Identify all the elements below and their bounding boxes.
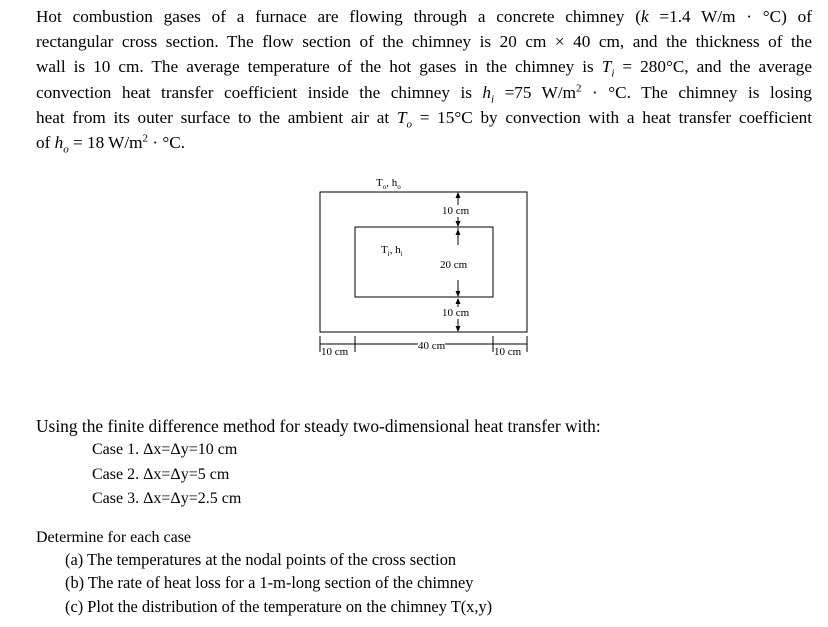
dim-label-bottom: 10 cm xyxy=(442,307,470,319)
arrow-down-icon xyxy=(456,326,461,332)
inner-flow-section xyxy=(355,227,493,297)
arrow-up-icon xyxy=(456,192,461,198)
inner-conditions-label: $T_i$, $h_i$ xyxy=(381,244,403,259)
arrow-down-icon xyxy=(456,291,461,297)
part-c: (c) Plot the distribution of the temperature on the chimney T(x,y) xyxy=(65,597,493,616)
dim-label-top: 10 cm xyxy=(442,205,470,217)
chimney-cross-section-figure xyxy=(310,170,550,370)
outer-wall xyxy=(320,192,527,332)
problem-statement xyxy=(36,4,812,155)
arrow-up-icon xyxy=(456,229,461,235)
problem-line-3: wall is 10 cm. The average temperature of the hot gases in the chimney is $T_i = 280^\circ C$, and the average xyxy=(36,57,812,80)
problem-line-1: Hot combustion gases of a furnace are flowing through a concrete chimney (k =1.4 W/m · °C) of xyxy=(36,7,812,26)
dim-label-right: 10 cm xyxy=(494,346,522,358)
dim-label-left: 10 cm xyxy=(321,346,349,358)
part-b: (b) The rate of heat loss for a 1-m-long section of the chimney xyxy=(65,573,474,592)
case-3: Case 3. Δx=Δy=2.5 cm xyxy=(92,490,242,507)
part-a: (a) The temperatures at the nodal points of the cross section xyxy=(65,550,457,569)
dim-label-width: 40 cm xyxy=(418,340,446,352)
arrow-up-icon xyxy=(456,298,461,304)
method-intro: Using the finite difference method for steady two-dimensional heat transfer with: xyxy=(36,416,601,436)
problem-line-2: rectangular cross section. The flow section of the chimney is 20 cm × 40 cm, and the thickness of the xyxy=(36,32,812,52)
problem-line-6: of $h_o = 18$ $W/m^2 \cdot ^\circ C$. xyxy=(36,132,185,156)
outer-conditions-label: $T_o$, $h_o$ xyxy=(376,177,401,192)
problem-line-5: heat from its outer surface to the ambient air at $T_o = 15^\circ C$ by convection with a heat transfer coefficient xyxy=(36,107,812,131)
case-1: Case 1. Δx=Δy=10 cm xyxy=(92,441,238,458)
dim-label-inner: 20 cm xyxy=(440,259,468,271)
determine-heading: Determine for each case xyxy=(36,529,192,546)
problem-line-4: convection heat transfer coefficient inside the chimney is $h_i =75$ $W/m^2 \cdot ^\circ C$. The chimney is losing xyxy=(36,81,812,106)
case-2: Case 2. Δx=Δy=5 cm xyxy=(92,466,230,483)
arrow-down-icon xyxy=(456,221,461,227)
